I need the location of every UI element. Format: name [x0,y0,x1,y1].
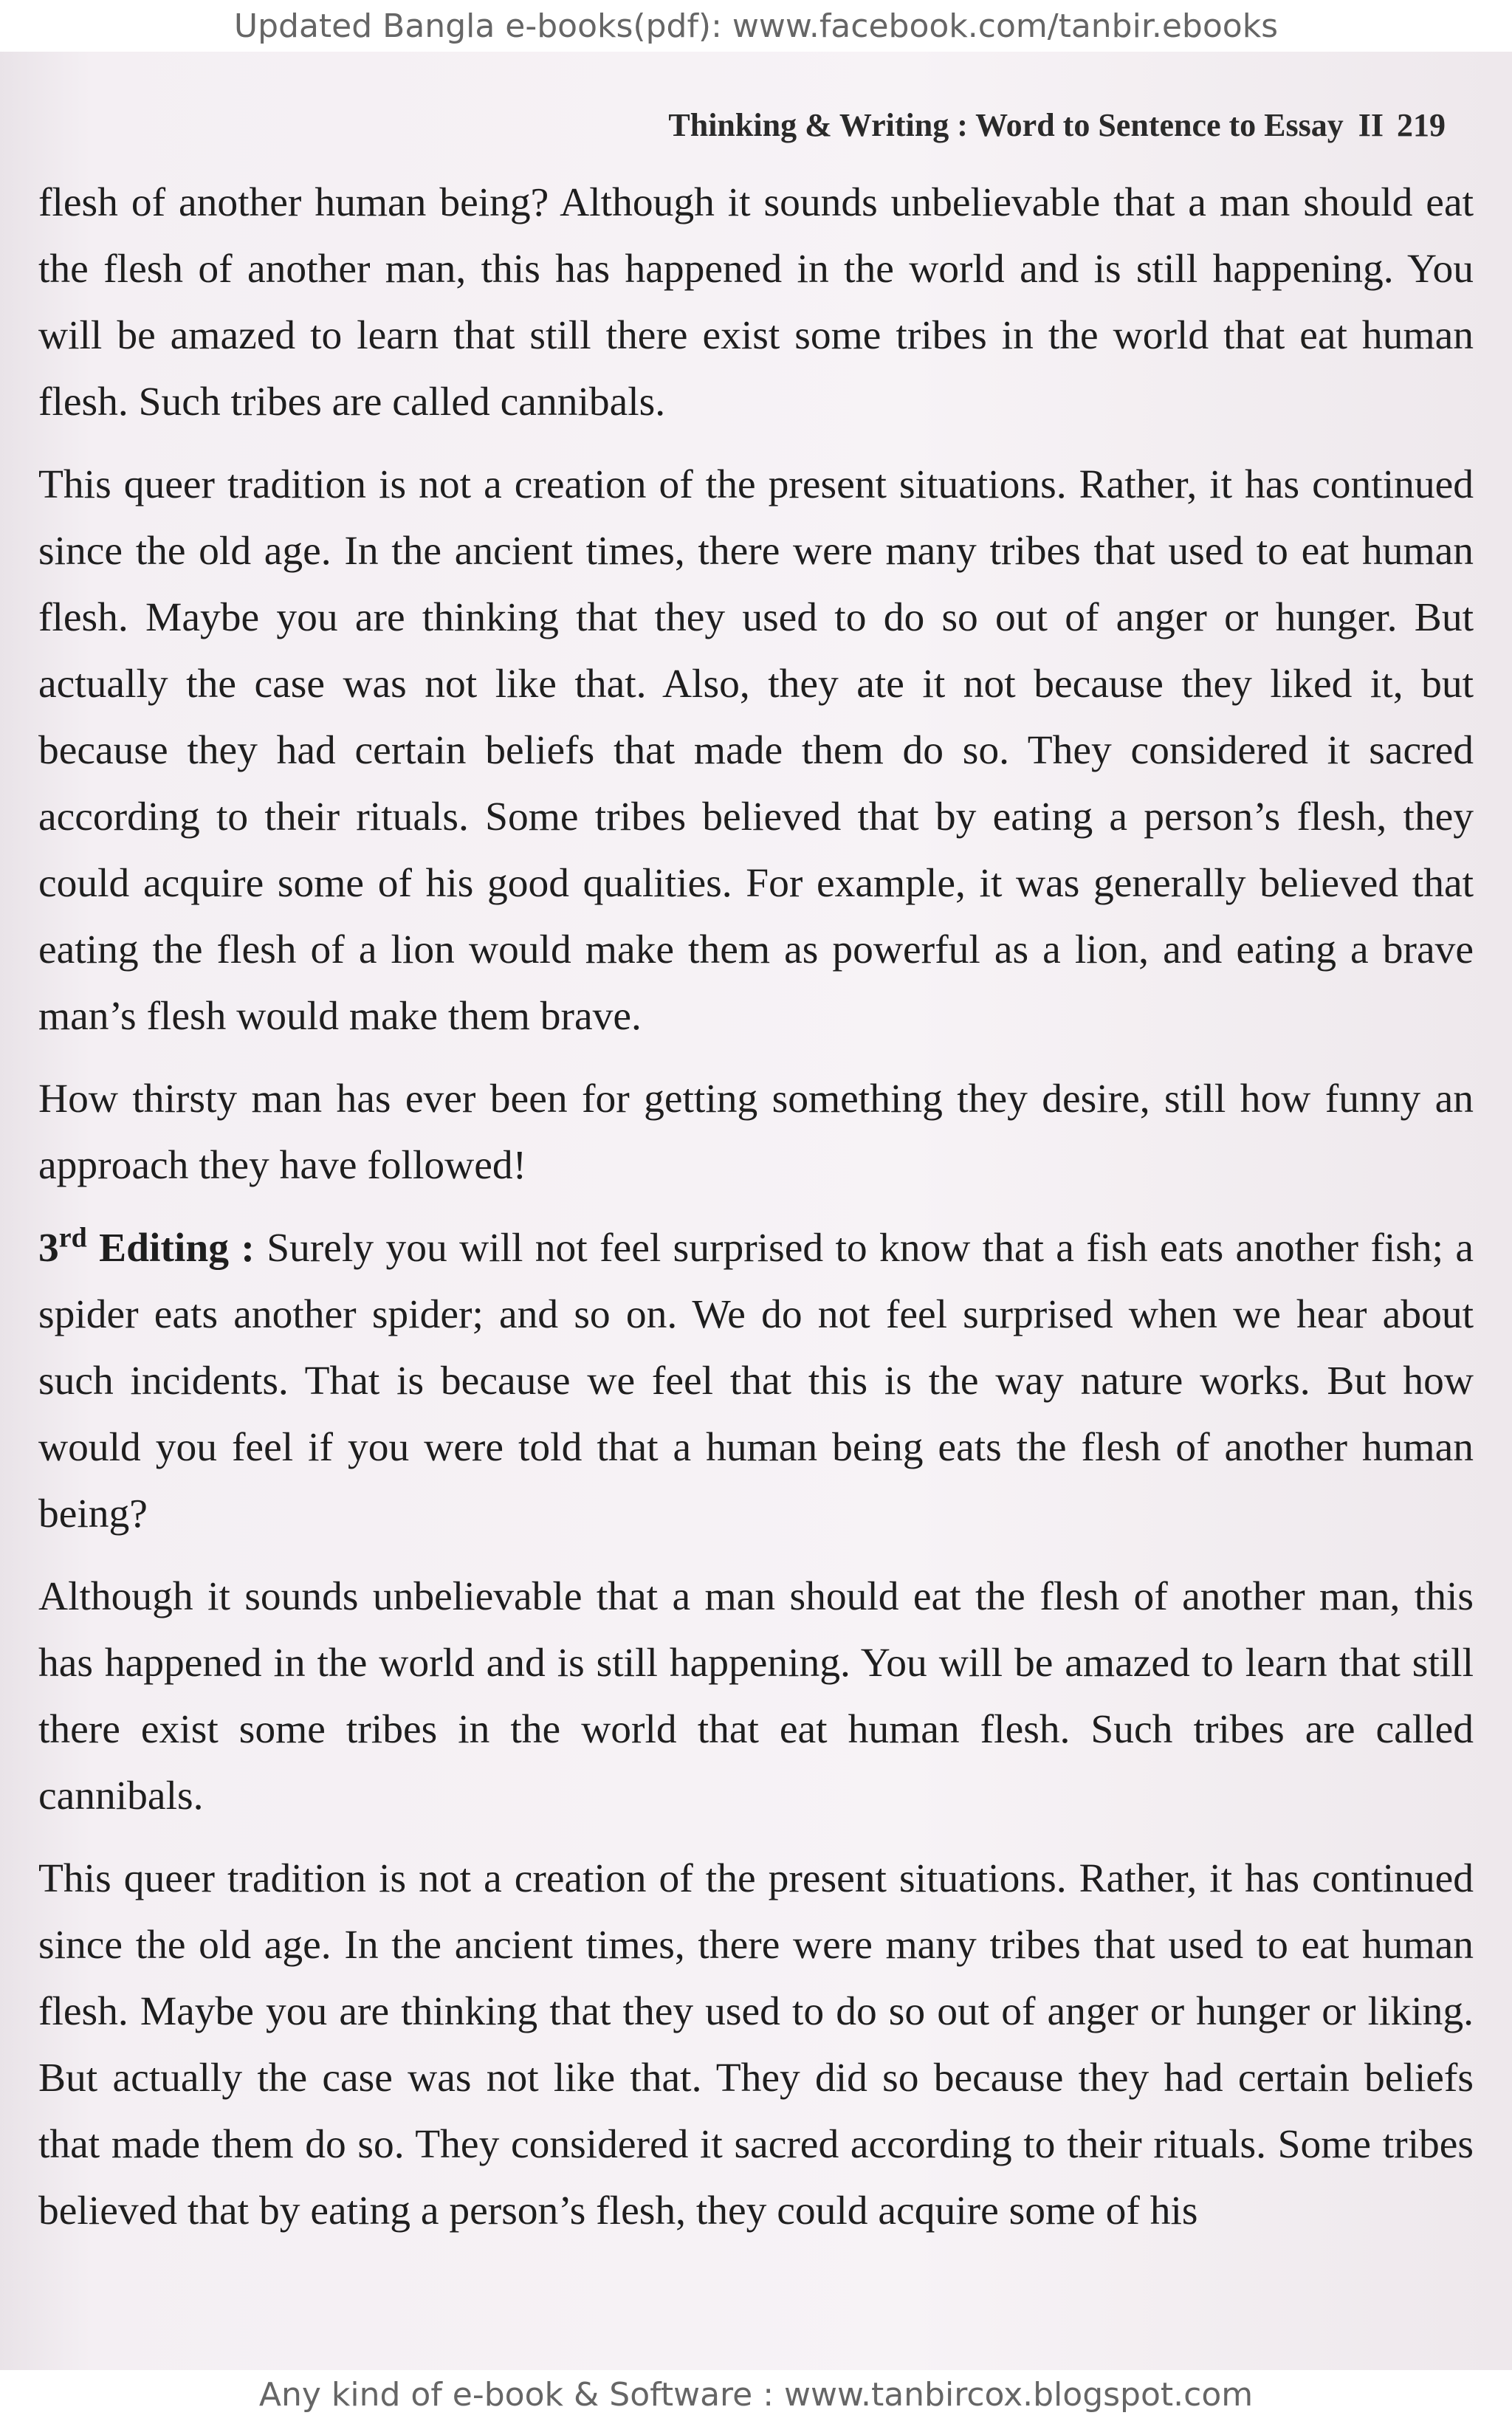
editing-ordinal: rd [58,1222,87,1254]
paragraph: Although it sounds unbelievable that a man should eat the flesh of another man, this has happened in the world and is still happening. You will be amazed to learn that still there exist some tribes in the world that eat human flesh. Such tribes are called cannibals. [38,1574,1474,1819]
running-header [0,106,1446,144]
paragraph: How thirsty man has ever been for getting something they desire, still how funny an approach they have followed! [38,1076,1474,1188]
book-page [0,52,1512,2370]
paragraph: This queer tradition is not a creation of the present situations. Rather, it has continued since the old age. In the ancient times, there were many tribes that used to eat human flesh. Maybe you are thinking that they used to do so out of anger or hunger. But actually the case was not like that. Also, they ate it not because they liked it, but because they had certain beliefs that made them do so. They considered it sacred according to their rituals. Some tribes believed that by eating a person’s flesh, they could acquire some of his good qualities. For example, it was generally believed that eating the flesh of a lion would make them as powerful as a lion, and eating a brave man’s flesh would make them brave. [38,462,1474,1039]
running-title: Thinking & Writing : Word to Sentence to Essay [668,107,1344,143]
paragraph: flesh of another human being? Although it sounds unbelievable that a man should eat the flesh of another man, this has happened in the world and is still happening. You will be amazed to learn that still there exist some tribes in the world that eat human flesh. Such tribes are called cannibals. [38,180,1474,425]
page-number: 219 [1397,107,1446,143]
bottom-watermark: Any kind of e-book & Software : www.tanbircox.blogspot.com [0,2372,1512,2419]
top-watermark: Updated Bangla e-books(pdf): www.facebook.com/tanbir.ebooks [0,3,1512,50]
editing-paragraph [38,1215,1474,1548]
header-separator: II [1358,107,1384,143]
editing-text: Surely you will not feel surprised to know that a fish eats another fish; a spider eats another spider; and so on. We do not feel surprised when we hear about such incidents. That is because we feel that this is the way nature works. But how would you feel if you were told that a human being eats the flesh of another human being? [38,1226,1474,1536]
editing-number: 3 [38,1226,59,1271]
editing-label: Editing : [99,1226,255,1271]
paragraph: This queer tradition is not a creation of the present situations. Rather, it has continued since the old age. In the ancient times, there were many tribes that used to eat human flesh. Maybe you are thinking that they used to do so out of anger or hunger or liking. But actually the case was not like that. They did so because they had certain beliefs that made them do so. They considered it sacred according to their rituals. Some tribes believed that by eating a person’s flesh, they could acquire some of his [38,1856,1474,2233]
body-text [38,170,1474,2261]
editing-heading [38,1222,255,1271]
